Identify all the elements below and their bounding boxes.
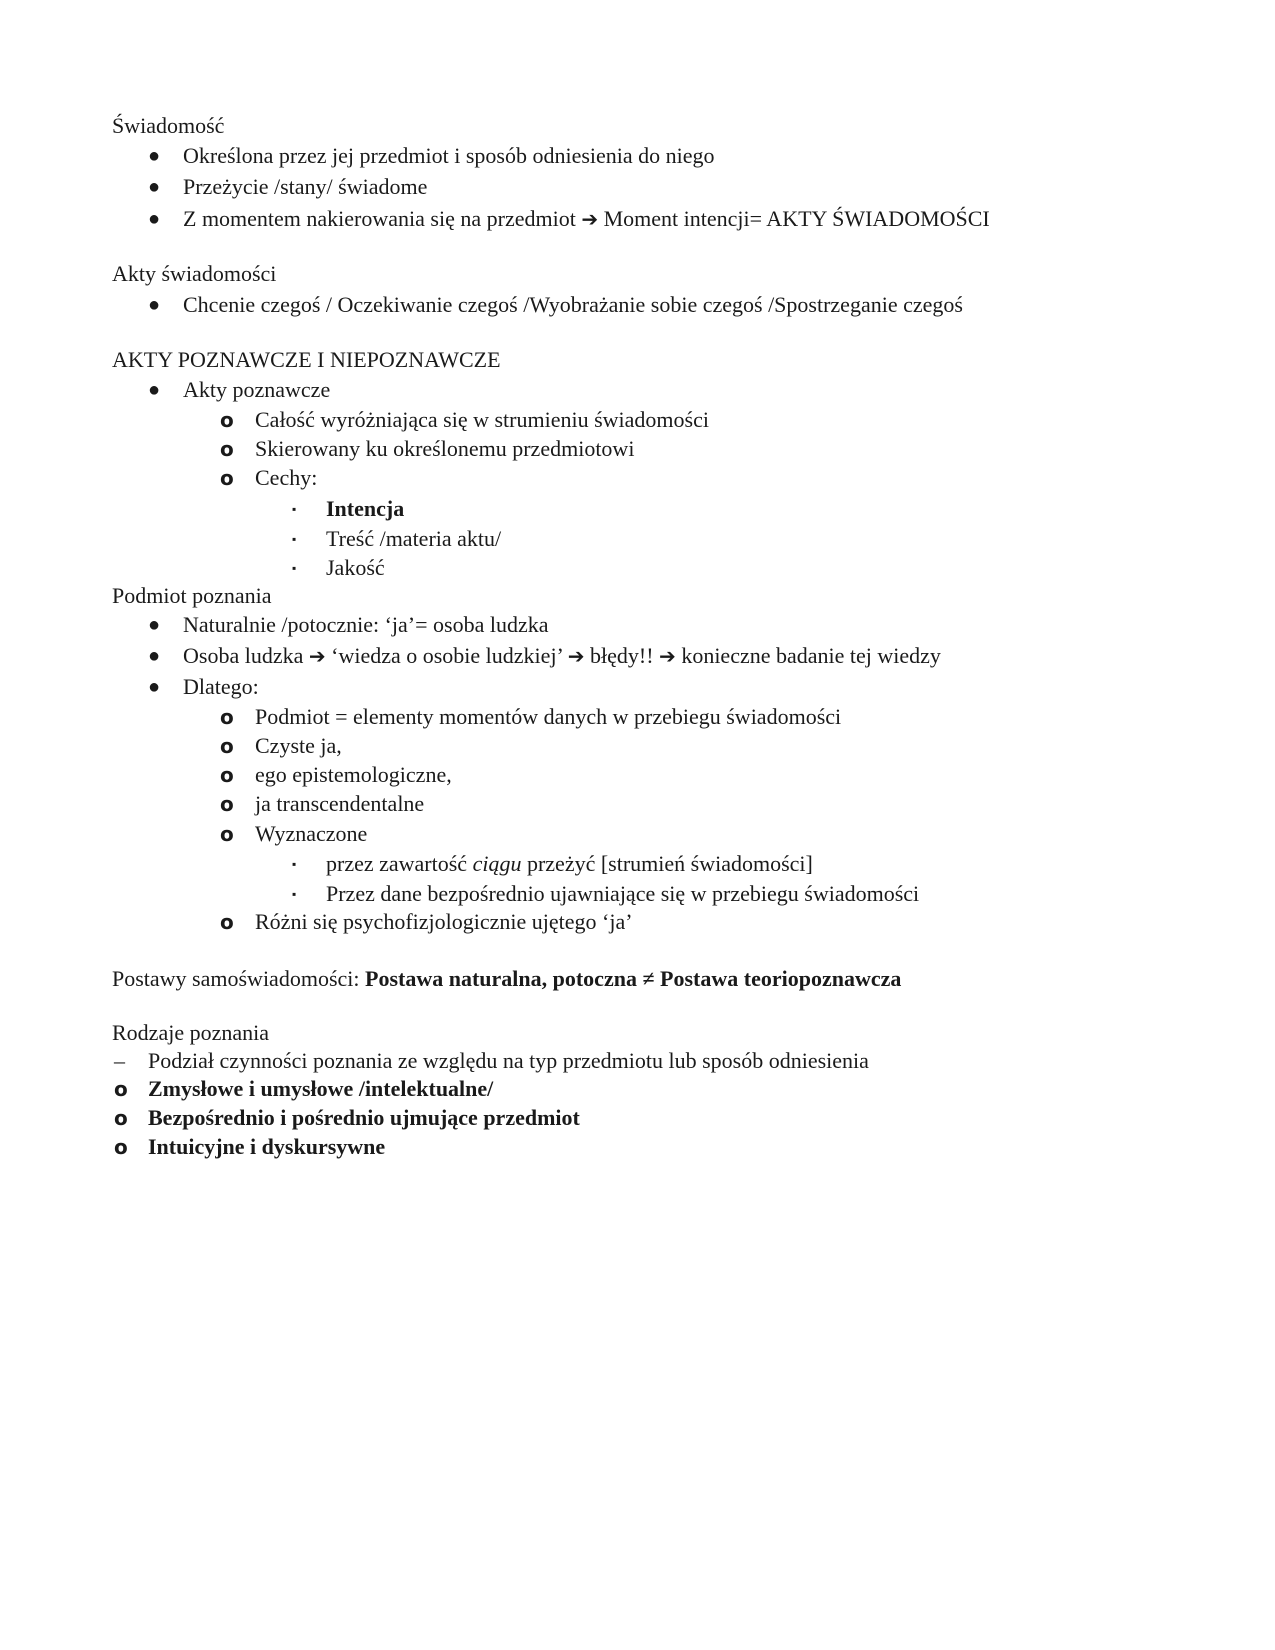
circle-bullet-icon: o [220, 763, 234, 787]
bullet-icon: ● [148, 676, 161, 698]
bullet-icon: ● [148, 379, 161, 401]
postawy-label: Postawy samoświadomości: [112, 966, 365, 991]
bullet-icon: ● [148, 208, 161, 230]
detail-item [326, 850, 813, 878]
sub-item: Różni się psychofizjologicznie ujętego ‘ja’ [255, 909, 633, 934]
postawy-line [112, 965, 901, 993]
dash-bullet-icon: – [114, 1048, 125, 1073]
detail-item: Przez dane bezpośrednio ujawniające się w przebiegu świadomości [326, 881, 920, 906]
circle-bullet-icon: o [220, 437, 234, 461]
square-bullet-icon: ▪ [292, 857, 297, 871]
sub-item: Czyste ja, [255, 733, 342, 758]
list-item: Zmysłowe i umysłowe /intelektualne/ [148, 1076, 494, 1101]
item-text-part: Moment intencji= AKTY ŚWIADOMOŚCI [598, 206, 990, 231]
item-text-part: przeżyć [strumień świadomości] [521, 851, 813, 876]
circle-bullet-icon: o [220, 822, 234, 846]
heading-rodzaje-poznania: Rodzaje poznania [112, 1020, 269, 1045]
sub-item: ja transcendentalne [255, 791, 425, 816]
circle-bullet-icon: o [220, 408, 234, 432]
heading-podmiot-poznania: Podmiot poznania [112, 583, 272, 608]
sub-item: Cechy: [255, 465, 318, 490]
heading-swiadomosc: Świadomość [112, 113, 225, 138]
item-text-part: konieczne badanie tej wiedzy [675, 643, 941, 668]
sub-item: Skierowany ku określonemu przedmiotowi [255, 436, 635, 461]
list-item [183, 642, 941, 670]
feature-item: Treść /materia aktu/ [326, 526, 502, 551]
square-bullet-icon: ▪ [292, 502, 297, 516]
arrow-right-icon: ➔ [308, 644, 326, 668]
arrow-right-icon: ➔ [581, 207, 599, 231]
list-item: Określona przez jej przedmiot i sposób odniesienia do niego [183, 143, 715, 168]
item-text-part: Osoba ludzka [183, 643, 309, 668]
circle-bullet-icon: o [114, 1135, 128, 1159]
sub-item: Całość wyróżniająca się w strumieniu świadomości [255, 407, 709, 432]
arrow-right-icon: ➔ [567, 644, 585, 668]
list-item: Intuicyjne i dyskursywne [148, 1134, 386, 1159]
arrow-right-icon: ➔ [659, 644, 676, 668]
circle-bullet-icon: o [114, 1106, 128, 1130]
circle-bullet-icon: o [220, 705, 234, 729]
feature-item: Intencja [326, 496, 405, 521]
square-bullet-icon: ▪ [292, 887, 297, 901]
postawy-bold: Postawa naturalna, potoczna ≠ Postawa teoriopoznawcza [365, 966, 902, 991]
circle-bullet-icon: o [220, 466, 234, 490]
item-text-part: ‘wiedza o osobie ludzkiej’ [325, 643, 568, 668]
bullet-icon: ● [148, 614, 161, 636]
circle-bullet-icon: o [220, 910, 234, 934]
item-text-part: błędy!! [584, 643, 660, 668]
bullet-icon: ● [148, 176, 161, 198]
list-item: Podział czynności poznania ze względu na typ przedmiotu lub sposób odniesienia [148, 1048, 869, 1073]
list-item: Dlatego: [183, 674, 259, 699]
item-text-italic: ciągu [472, 851, 522, 876]
item-text-part: przez zawartość [326, 851, 473, 876]
square-bullet-icon: ▪ [292, 532, 297, 546]
heading-akty-poznawcze: AKTY POZNAWCZE I NIEPOZNAWCZE [112, 347, 501, 372]
circle-bullet-icon: o [220, 792, 234, 816]
list-item: Akty poznawcze [183, 377, 331, 402]
bullet-icon: ● [148, 645, 161, 667]
list-item [183, 205, 990, 233]
heading-akty-swiadomosci: Akty świadomości [112, 261, 277, 286]
list-item: Przeżycie /stany/ świadome [183, 174, 428, 199]
sub-item: ego epistemologiczne, [255, 762, 452, 787]
item-text-part: Z momentem nakierowania się na przedmiot [183, 206, 582, 231]
list-item: Chcenie czegoś / Oczekiwanie czegoś /Wyobrażanie sobie czegoś /Spostrzeganie czegoś [183, 292, 963, 317]
circle-bullet-icon: o [114, 1077, 128, 1101]
sub-item: Wyznaczone [255, 821, 368, 846]
square-bullet-icon: ▪ [292, 561, 297, 575]
feature-item: Jakość [326, 555, 385, 580]
bullet-icon: ● [148, 145, 161, 167]
circle-bullet-icon: o [220, 734, 234, 758]
list-item: Naturalnie /potocznie: ‘ja’= osoba ludzka [183, 612, 549, 637]
sub-item: Podmiot = elementy momentów danych w przebiegu świadomości [255, 704, 842, 729]
list-item: Bezpośrednio i pośrednio ujmujące przedmiot [148, 1105, 580, 1130]
bullet-icon: ● [148, 294, 161, 316]
